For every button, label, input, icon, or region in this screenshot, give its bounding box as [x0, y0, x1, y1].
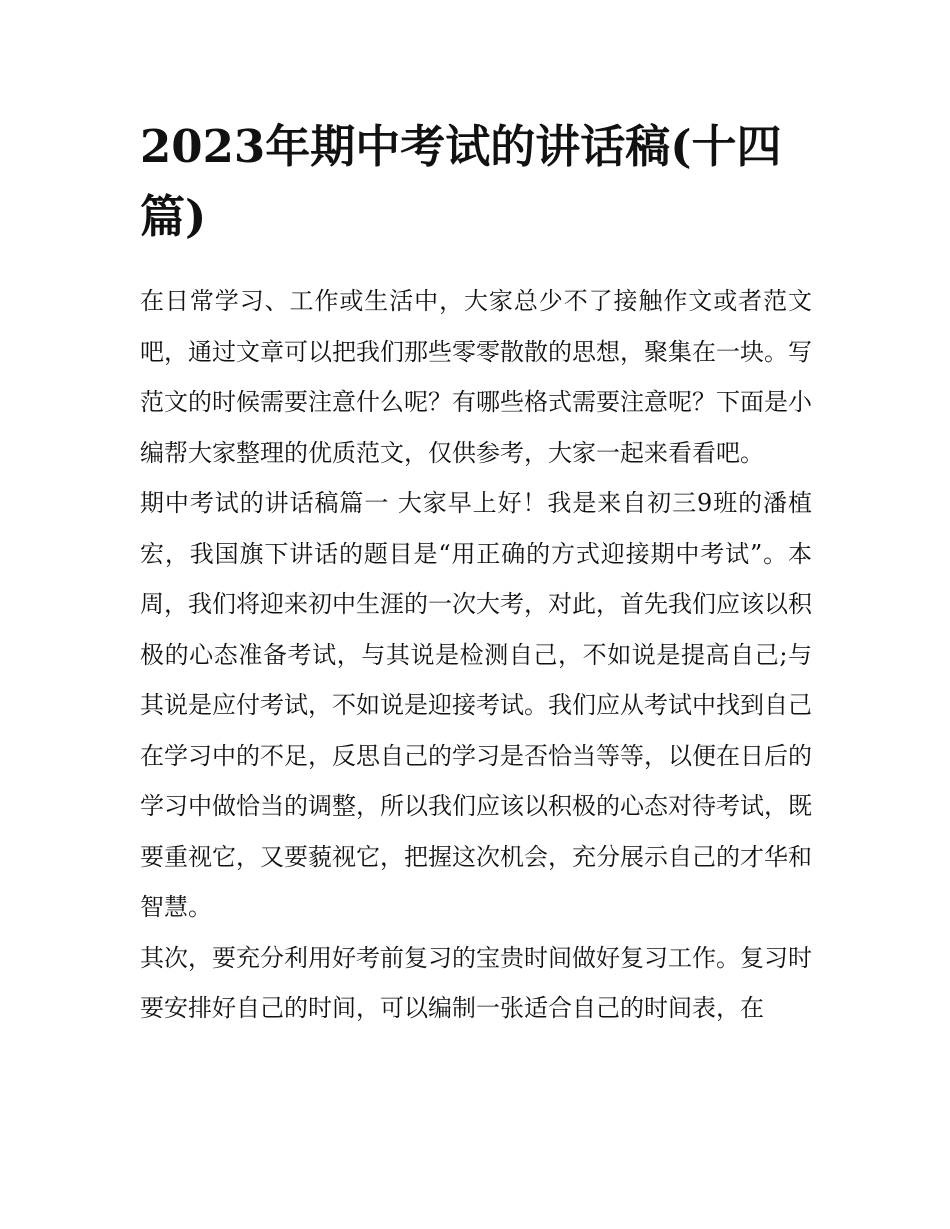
document-title: 2023年期中考试的讲话稿(十四篇) — [140, 120, 782, 243]
intro-paragraph: 在日常学习、工作或生活中，大家总少不了接触作文或者范文吧，通过文章可以把我们那些零零散散的思想，聚集在一块。写范文的时候需要注意什么呢？有哪些格式需要注意呢？下面是小编帮大家整理的优质范文，仅供参考，大家一起来看看吧。 — [140, 287, 812, 467]
speech-paragraph-1: 期中考试的讲话稿篇一 大家早上好！我是来自初三9班的潘植宏，我国旗下讲话的题目是“用正确的方式迎接期中考试”。本周，我们将迎来初中生涯的一次大考，对此，首先我们应该以积极的心态准备考试，与其说是检测自己，不如说是提高自己;与其说是应付考试，不如说是迎接考试。我们应从考试中找到自己在学习中的不足，反思自己的学习是否恰当等等，以便在日后的学习中做恰当的调整，所以我们应该以积极的心态对待考试，既要重视它，又要藐视它，把握这次机会，充分展示自己的才华和智慧。 — [140, 489, 812, 921]
speech-paragraph-2: 其次，要充分利用好考前复习的宝贵时间做好复习工作。复习时要安排好自己的时间，可以编制一张适合自己的时间表，在 — [140, 943, 812, 1022]
document-body — [140, 112, 812, 1034]
